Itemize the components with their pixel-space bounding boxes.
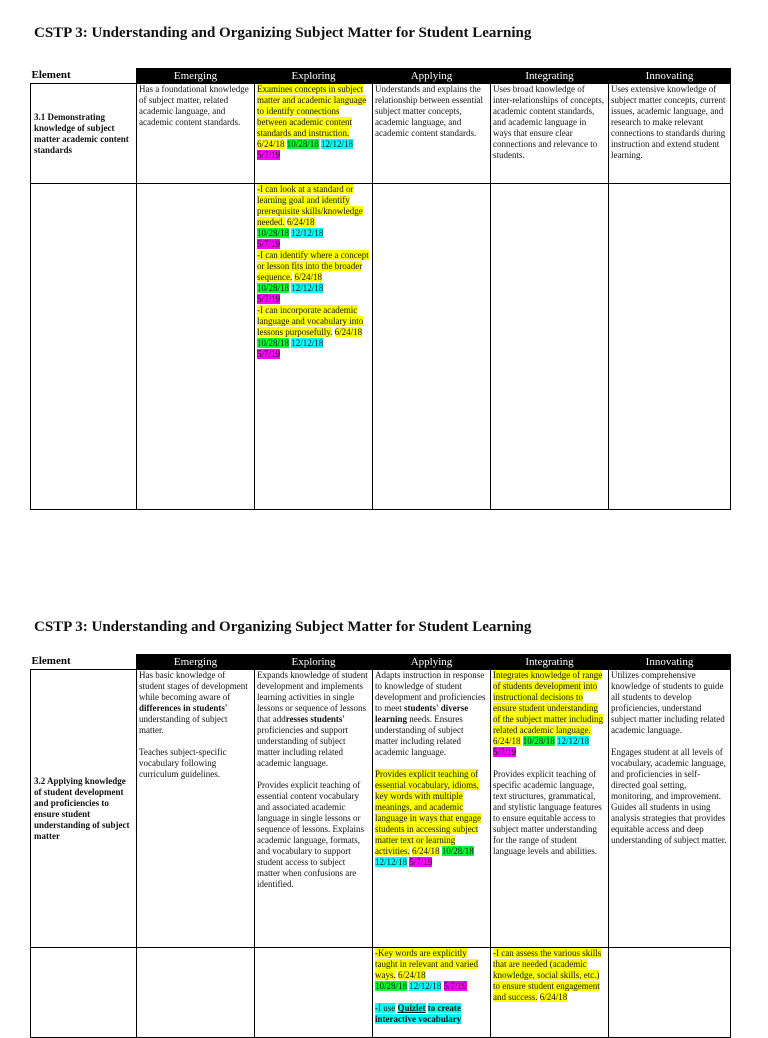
evidence-item	[257, 305, 370, 360]
evidence-cell-innovating	[609, 184, 731, 510]
evidence-text: -Key words are explicitly taught in relevant and varied ways.	[375, 948, 478, 980]
evidence-cell-exploring	[255, 184, 373, 510]
rubric-table-3-1	[30, 68, 731, 510]
date-badge: 6/24/18	[334, 327, 363, 337]
evidence-cell-element	[31, 948, 137, 1038]
text: students' diverse learning	[375, 703, 469, 724]
evidence-cell-emerging	[137, 184, 255, 510]
date-badge: 5/7/19	[493, 747, 517, 757]
descriptor-applying: Understands and explains the relationship between essential subject matter concepts, academic language, and academic content standards.	[373, 84, 491, 184]
text: Has basic knowledge of student stages of development while becoming aware of	[139, 670, 248, 702]
date-badge: 12/12/18	[291, 283, 324, 293]
date-badge: 10/28/18	[286, 139, 319, 149]
evidence-item	[257, 184, 370, 250]
evidence-item	[375, 948, 488, 992]
level-header-row	[31, 655, 731, 670]
date-badge: 12/12/18	[291, 338, 324, 348]
level-applying: Applying	[373, 655, 491, 670]
date-badge: 12/12/18	[291, 228, 324, 238]
evidence-text: -I use	[375, 1003, 396, 1013]
evidence-text: to create interactive vocabulary	[375, 1003, 462, 1024]
text: differences in students'	[139, 703, 228, 713]
text: resses students'	[285, 714, 345, 724]
evidence-row	[31, 184, 731, 510]
date-badge: 5/7/19	[257, 349, 281, 359]
descriptor-emerging: Has a foundational knowledge of subject matter, related academic language, and academic content standards.	[137, 84, 255, 184]
evidence-cell-exploring	[255, 948, 373, 1038]
descriptor-innovating: Uses extensive knowledge of subject matter concepts, current issues, academic language, and research to make relevant connections to standards during instruction and extend student learning.	[609, 84, 731, 184]
text: Utilizes comprehensive knowledge of students to guide all students to develop proficiencies, understand subject matter including related academic language.	[611, 670, 725, 735]
date-badge: 12/12/18	[321, 139, 354, 149]
date-badge: 6/24/18	[539, 992, 568, 1002]
evidence-item	[257, 250, 370, 305]
level-header-row	[31, 69, 731, 84]
element-label-3-2: 3.2 Applying knowledge of student development and proficiencies to ensure student understanding of subject matter	[31, 670, 137, 948]
date-badge: 5/7/19	[409, 857, 433, 867]
text: Teaches subject-specific vocabulary following curriculum guidelines.	[139, 747, 227, 779]
date-badge: 12/12/18	[375, 857, 408, 867]
element-header: Element	[31, 69, 137, 84]
level-exploring: Exploring	[255, 69, 373, 84]
descriptor-exploring	[255, 84, 373, 184]
date-badge: 5/7/19	[443, 981, 467, 991]
text: Adapts instruction in response to knowledge of student development and proficiencies to meet	[375, 670, 486, 713]
level-integrating: Integrating	[491, 69, 609, 84]
text: understanding of subject matter.	[139, 714, 228, 735]
text: needs. Ensures understanding of subject matter including related academic language.	[375, 714, 464, 757]
level-emerging: Emerging	[137, 69, 255, 84]
evidence-text: -I can identify where a concept or lesson fits into the broader sequence.	[257, 250, 369, 282]
evidence-cell-applying	[373, 948, 491, 1038]
element-header: Element	[31, 655, 137, 670]
evidence-cell-element	[31, 184, 137, 510]
date-badge: 10/28/18	[257, 338, 290, 348]
descriptor-integrating: Uses broad knowledge of inter-relationships of concepts, academic content standards, and academic language in ways that ensure clear connections and relevance to students.	[491, 84, 609, 184]
text: Expands knowledge of student development and implements learning activities in single lessons or sequence of lessons that add	[257, 670, 368, 724]
descriptor-exploring-text: Examines concepts in subject matter and academic language to identify connections between academic content standards and instruction.	[257, 84, 367, 138]
text: Integrates knowledge of range of students development into instructional decisions to ensure student understanding of the subject matter including related academic language.	[493, 670, 603, 735]
descriptor-applying	[373, 670, 491, 948]
date-badge: 6/24/18	[493, 736, 521, 746]
evidence-item	[375, 1003, 488, 1025]
level-applying: Applying	[373, 69, 491, 84]
date-badge: 10/28/18	[522, 736, 555, 746]
date-badge: 6/24/18	[286, 217, 315, 227]
evidence-cell-integrating	[491, 184, 609, 510]
date-badge: 10/28/18	[257, 283, 290, 293]
text: Provides explicit teaching of essential content vocabulary and associated academic language in single lessons or sequence of lessons. Explains academic language, formats, and vocabulary to support student access to subject matter when confusions are identified.	[257, 780, 364, 889]
evidence-cell-innovating	[609, 948, 731, 1038]
page-title-2: CSTP 3: Understanding and Organizing Subject Matter for Student Learning	[34, 619, 532, 635]
date-badge: 6/24/18	[294, 272, 322, 282]
level-integrating: Integrating	[491, 655, 609, 670]
date-badge: 5/7/19	[257, 239, 281, 249]
level-emerging: Emerging	[137, 655, 255, 670]
descriptor-row	[31, 670, 731, 948]
date-badge: 12/12/18	[557, 736, 590, 746]
descriptor-row	[31, 84, 731, 184]
evidence-cell-emerging	[137, 948, 255, 1038]
text: Provides explicit teaching of essential vocabulary, idioms, key words with multiple meanings, and academic language in ways that engage students in accessing subject matter text or learning activities.	[375, 769, 481, 856]
date-badge: 6/24/18	[257, 139, 285, 149]
date-badge: 10/28/18	[375, 981, 408, 991]
date-badge: 5/7/19	[257, 294, 281, 304]
text: Provides explicit teaching of specific academic language, text structures, grammatical, and stylistic language features to ensure equitable access to subject matter understanding for the range of student language levels and abilities.	[493, 769, 602, 856]
date-badge: 10/28/18	[441, 846, 474, 856]
text: proficiencies and support understanding of subject matter including related academic language.	[257, 725, 348, 768]
evidence-text: -I can incorporate academic language and vocabulary into lessons purposefully.	[257, 305, 364, 337]
evidence-row	[31, 948, 731, 1038]
page-title-1: CSTP 3: Understanding and Organizing Subject Matter for Student Learning	[34, 25, 532, 41]
evidence-text: -I can assess the various skills that are needed (academic knowledge, social skills, etc.) to ensure student engagement and success.	[493, 948, 602, 1002]
level-innovating: Innovating	[609, 69, 731, 84]
date-badge: 6/24/18	[412, 846, 440, 856]
date-badge: 6/24/18	[398, 970, 426, 980]
rubric-table-3-2	[30, 654, 731, 1038]
descriptor-integrating	[491, 670, 609, 948]
descriptor-exploring	[255, 670, 373, 948]
date-badge: 5/7/19	[257, 150, 281, 160]
evidence-cell-applying	[373, 184, 491, 510]
evidence-item	[493, 948, 606, 1003]
level-innovating: Innovating	[609, 655, 731, 670]
quizlet-link[interactable]: Quizlet	[397, 1003, 426, 1013]
descriptor-innovating	[609, 670, 731, 948]
date-badge: 12/12/18	[409, 981, 442, 991]
element-label-3-1: 3.1 Demonstrating knowledge of subject matter academic content standards	[31, 84, 137, 184]
level-exploring: Exploring	[255, 655, 373, 670]
text: Engages student at all levels of vocabulary, academic language, and proficiencies in self-directed goal setting, monitoring, and improvement. Guides all students in using analysis strategies that provides equitable access and deep understanding of subject matter.	[611, 747, 727, 845]
descriptor-emerging	[137, 670, 255, 948]
evidence-cell-integrating	[491, 948, 609, 1038]
date-badge: 10/28/18	[257, 228, 290, 238]
evidence-text: -I can look at a standard or learning goal and identify prerequisite skills/knowledge needed.	[257, 184, 363, 227]
